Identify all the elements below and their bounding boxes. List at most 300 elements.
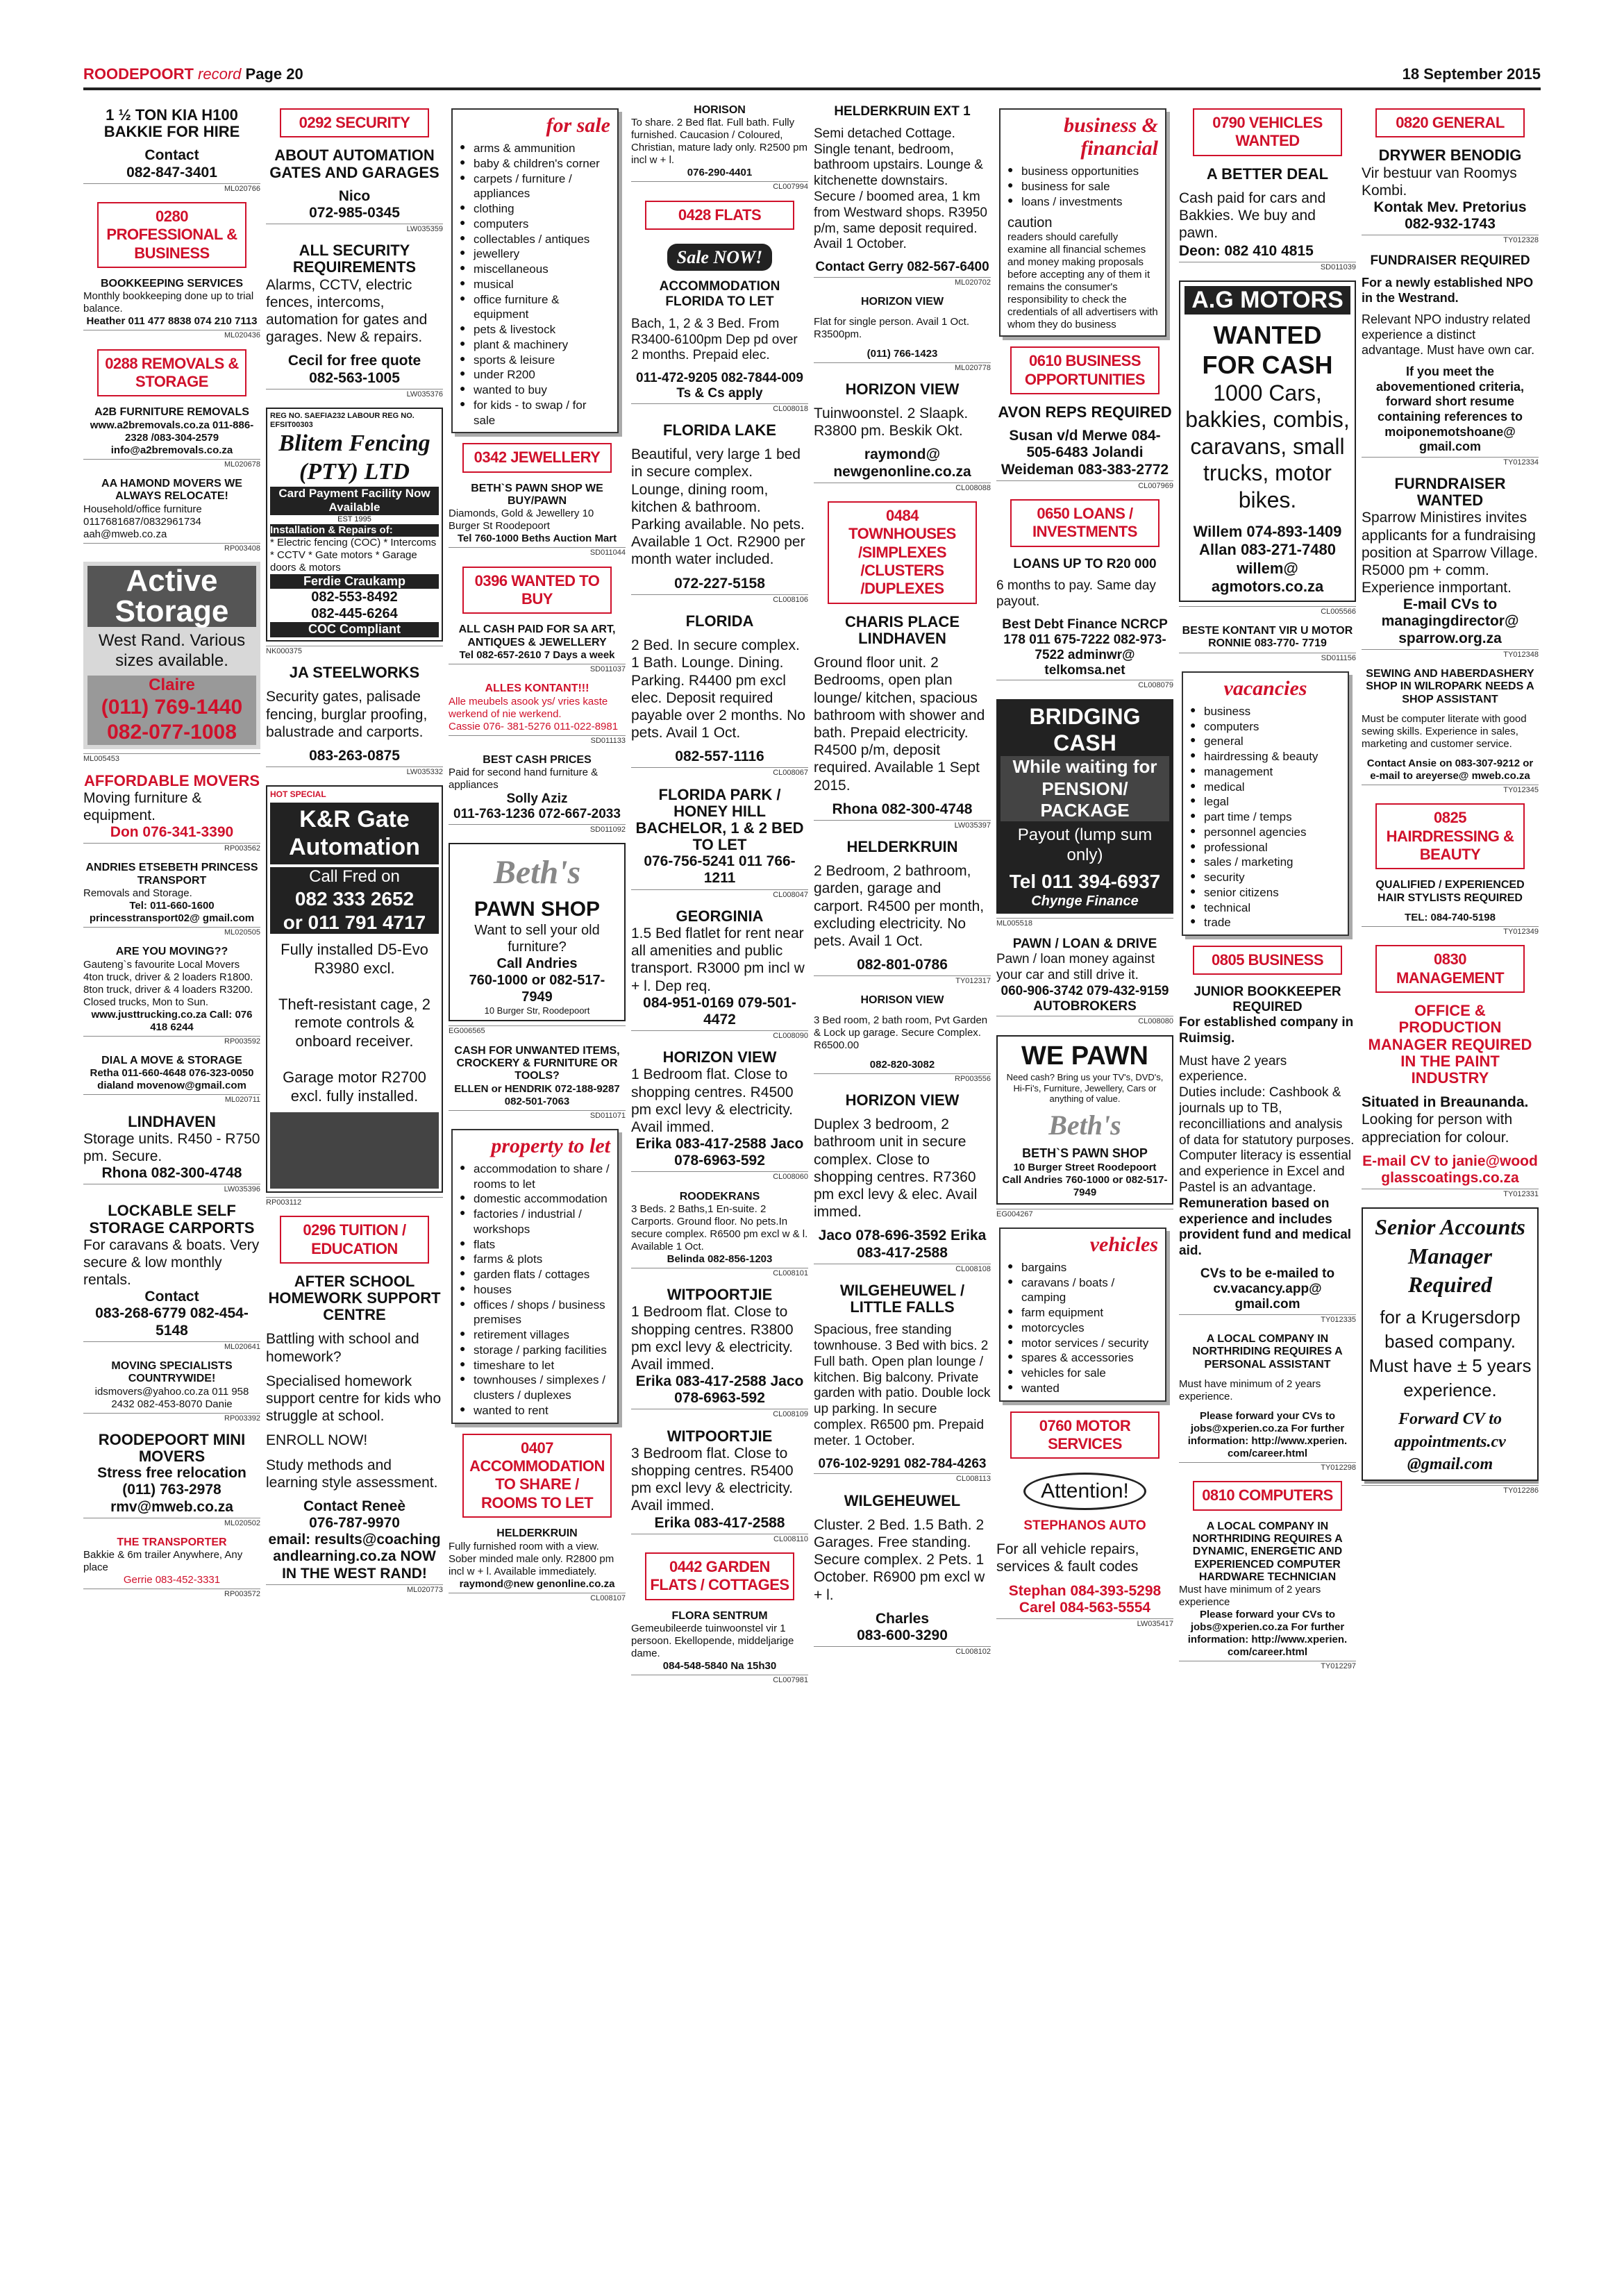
ad-title: HORISON VIEW (860, 994, 944, 1007)
ad-ref: ML020678 (83, 459, 260, 469)
ad-contact: raymond@ newgenonline.co.za (833, 446, 971, 480)
column-7 (1179, 104, 1356, 2249)
ad-title: JA STEELWORKS (289, 664, 420, 682)
vehicles-list (1007, 1260, 1158, 1396)
ad-title: BRIDGING CASH (1029, 703, 1141, 755)
page-header (83, 61, 1541, 90)
category-list-item: ● trade (1190, 915, 1341, 930)
vacancies-category-box (1182, 671, 1349, 936)
ad-text: To share. 2 Bed flat. Full bath. Fully furnished. Caucasion / Coloured, Christian, mature lady only. R2500 pm incl w + l. (631, 117, 808, 167)
ad-ref: EG006565 (449, 1025, 626, 1036)
ad-text: Semi detached Cottage. Single tenant, bedroom, bathroom upstairs. Lounge & kitchenette downstairs. Secure / boomed area, 1 km from Westward shops. R3950 p/m, same deposit required. Avail 1 October. (814, 126, 987, 252)
ad-ref: TY012345 (1362, 785, 1539, 795)
ad-title: AFFORDABLE MOVERS (84, 771, 260, 789)
ad-text: * Electric fencing (COC) * Intercoms * CCTV * Gate motors * Garage doors & motors (270, 536, 437, 573)
ad-text: Must be computer literate with good sewing skills. Experience in sales, marketing and customer service. (1362, 713, 1527, 751)
ad-text: Alarms, CCTV, electric fences, intercoms, automation for gates and garages. New & repairs. (266, 276, 428, 346)
ad-text: West Rand. Various sizes available. (98, 630, 246, 670)
ad-ref: CL008080 (996, 1016, 1173, 1026)
ad-phone: Deon: 082 410 4815 (1179, 242, 1314, 259)
ad-text: 10 Burger Str, Roodepoort (484, 1005, 590, 1016)
category-list-item: ● business (1190, 704, 1341, 719)
ad-contact: idsmovers@yahoo.co.za 011 958 2432 082-453-8070 Danie (94, 1385, 249, 1410)
category-list-item: ● management (1190, 764, 1341, 780)
we-pawn-ad (996, 1035, 1173, 1205)
ad-text: Storage units. R450 - R750 pm. Secure. (83, 1130, 260, 1164)
category-0610: 0610 BUSINESS OPPORTUNITIES (1010, 346, 1160, 394)
ad-text: Remuneration based on experience and includes provident fund and medical aid. (1179, 1196, 1352, 1259)
ad-phone: 082-077-1008 (87, 720, 256, 745)
ad-text: Moving furniture & equipment. (83, 789, 202, 823)
ad-contact: Please forward your CVs to jobs@xperien.co.za For further information: http://www.xperien. com/career.html (1187, 1609, 1348, 1659)
ad-phone: 072-985-0345 (309, 204, 400, 221)
column-3 (449, 104, 626, 2249)
ad-text: Situated in Breaunanda. (1362, 1094, 1529, 1111)
ad-phone: Jaco 078-696-3592 Erika 083-417-2588 (818, 1227, 987, 1261)
ag-motors-ad (1179, 280, 1356, 602)
ad-text: 6 months to pay. Same day payout. (996, 578, 1156, 610)
category-list-item: ● flats (460, 1237, 610, 1252)
ad-ref: RP003392 (83, 1413, 260, 1423)
ad-text: Duplex 3 bedroom, 2 bathroom unit in secure complex. Close to shopping centres. R7360 pm excl levy & elec. Avail immed. (814, 1116, 978, 1221)
ad-text: REG NO. SAEFIA232 LABOUR REG NO. EFSIT00303 (270, 411, 415, 430)
category-list-item: ● retirement villages (460, 1327, 610, 1343)
ad-phone: 084-951-0169 079-501-4472 (643, 994, 796, 1028)
page-label (83, 65, 303, 83)
ad-text: 2 Bedroom, 2 bathroom, garden, garage and carport. R4500 per month, excluding electricity. No pets. Avail 1 Oct. (814, 863, 985, 949)
category-list-item: ● jewellery (460, 246, 610, 262)
ad-text: Need cash? Bring us your TV's, DVD's, Hi-Fi's, Furniture, Jewellery, Cars or anything of value. (1006, 1072, 1164, 1105)
ad-ref: RP003572 (83, 1589, 260, 1599)
ad-title: HORIZON VIEW (845, 380, 960, 398)
ad-text: 3 Bed room, 2 bath room, Pvt Garden & Lock up garage. Secure Complex. R6500.00 (814, 1014, 988, 1051)
ad-text: Looking for person with appreciation for colour. (1362, 1112, 1513, 1146)
ad-contact: Contact Gerry 082-567-6400 (815, 260, 989, 275)
ad-ref: TY012297 (1179, 1661, 1356, 1671)
ad-ref: TY012349 (1362, 926, 1539, 937)
ad-title: HELDERKRUIN (496, 1527, 578, 1540)
blitem-fencing-ad (266, 408, 443, 642)
ad-text: WANTED FOR CASH (1202, 320, 1333, 379)
kr-gate-automation-ad (266, 785, 443, 1193)
ad-ref: CL008113 (814, 1473, 991, 1484)
ad-logo-text: Beth's (493, 854, 581, 891)
ad-ref: ML005453 (83, 753, 260, 764)
ad-contact: email: results@coaching andlearning.co.za NOW IN THE WEST RAND! (268, 1532, 441, 1582)
ad-ref: CL008106 (631, 594, 808, 605)
category-list-item: ● pets & livestock (460, 322, 610, 337)
business-financial-category-box (999, 108, 1166, 337)
ad-contact: Nico (338, 187, 371, 204)
category-list-item: ● legal (1190, 794, 1341, 810)
ad-contact: Best Debt Finance NCRCP 178 011 675-7222 082-973-7522 adminwr@ telkomsa.net (1002, 617, 1168, 678)
ad-text: Monthly bookkeeping done up to trial balance. (83, 290, 254, 315)
ad-title: CHARIS PLACE LINDHAVEN (844, 612, 960, 647)
ad-title: vehicles (1089, 1232, 1158, 1256)
category-list-item: ● factories / industrial / workshops (460, 1207, 610, 1237)
category-list-item: ● motorcycles (1007, 1321, 1158, 1336)
category-list-item: ● townhouses / simplexes / clusters / duplexes (460, 1373, 610, 1403)
category-0825: 0825 HAIRDRESSING & BEAUTY (1375, 803, 1525, 869)
category-list-item: ● sales / marketing (1190, 855, 1341, 870)
ad-contact: Forward CV to appointments.cv @gmail.com (1394, 1410, 1506, 1474)
ad-text: Gemeubileerde tuinwoonstel vir 1 persoon. Ekellopende, middeljarige dame. (631, 1623, 794, 1660)
issue-date: 18 September 2015 (1402, 65, 1541, 83)
ad-ref: TY012298 (1179, 1462, 1356, 1473)
ad-phone: 082-445-6264 (311, 606, 398, 622)
ad-phone: Don 076-341-3390 (110, 824, 234, 841)
ad-text: Cash paid for cars and Bakkies. We buy and pawn. (1179, 190, 1326, 242)
category-list-item: ● spares & accessories (1007, 1350, 1158, 1366)
ad-contact: Cassie 076- 381-5276 011-022-8981 (449, 720, 619, 732)
sale-now-badge (631, 240, 808, 275)
category-list-item: ● farms & plots (460, 1252, 610, 1267)
ad-ref: TY012331 (1362, 1189, 1539, 1199)
ad-title: DRYWER BENODIG (1378, 146, 1522, 165)
category-list-item: ● computers (460, 217, 610, 232)
ad-contact: Call Andries (496, 955, 578, 971)
ad-ref: CL008101 (631, 1268, 808, 1278)
ad-text: 1.5 Bed flatlet for rent near all amenities and public transport. R3000 pm incl w + l. Dep req. (631, 925, 805, 994)
ad-title: LOCKABLE SELF STORAGE CARPORTS (89, 1202, 255, 1237)
ad-title: property to let (491, 1134, 610, 1157)
ad-phone: 083-268-6779 082-454-5148 (95, 1305, 249, 1339)
ad-phone: (011) 769-1440 (87, 695, 256, 720)
category-list-item: ● farm equipment (1007, 1305, 1158, 1321)
attention-badge (996, 1468, 1173, 1514)
vehicles-category-box (999, 1227, 1166, 1402)
ad-contact: Contact Reneè (303, 1498, 406, 1514)
category-list-item: ● musical (460, 277, 610, 292)
category-list-item: ● carpets / furniture / appliances (460, 171, 610, 202)
ad-ref: ML020641 (83, 1341, 260, 1352)
column-4 (631, 104, 808, 2249)
ad-phone: or 011 791 4717 (270, 911, 439, 935)
category-list-item: ● office furniture & equipment (460, 292, 610, 323)
ad-text: For a newly established NPO in the Westrand. (1362, 276, 1534, 305)
ad-title: ROODEKRANS (679, 1190, 760, 1203)
category-list-item: ● senior citizens (1190, 885, 1341, 900)
category-list-item: ● hairdressing & beauty (1190, 749, 1341, 764)
category-list-item: ● business for sale (1007, 179, 1158, 194)
ad-ref: LW035359 (266, 224, 443, 234)
ad-ref: SD011039 (1179, 262, 1356, 272)
ad-title: QUALIFIED / EXPERIENCED HAIR STYLISTS REQUIRED (1375, 879, 1525, 904)
ad-phone: Erika 083-417-2588 (654, 1514, 785, 1531)
ad-ref: SD011044 (449, 547, 626, 558)
ad-contact: E-mail CVs to managingdirector@ sparrow.org.za (1381, 596, 1519, 646)
ad-text: Sparrow Ministires invites applicants for a fundraising position at Sparrow Village. R5000 pm + comm. Experience inmportant. (1362, 510, 1539, 596)
ad-ref: CL008109 (631, 1409, 808, 1419)
category-list-item: ● caravans / boats / camping (1007, 1275, 1158, 1306)
ad-phone: Rhona 082-300-4748 (832, 801, 973, 817)
ad-text: Ground floor unit. 2 Bedrooms, open plan lounge/ kitchen, spacious bathroom with shower and bath. Prepaid electricity. R4500 p/m, deposit required. Available 1 Sept 2015. (814, 655, 985, 794)
business-financial-list (1007, 164, 1158, 209)
ad-contact: AUTOBROKERS (1033, 998, 1137, 1014)
ad-phone: Erika 083-417-2588 Jaco 078-6963-592 (635, 1373, 804, 1407)
ad-title: HELDERKRUIN (846, 838, 958, 856)
category-0396: 0396 WANTED TO BUY (462, 567, 612, 614)
ad-title: AFTER SCHOOL HOMEWORK SUPPORT CENTRE (268, 1272, 441, 1324)
ad-phone: TEL: 084-740-5198 (1405, 912, 1496, 924)
ad-text: Contact (144, 1289, 199, 1305)
category-list-item: ● bargains (1007, 1260, 1158, 1275)
ad-badge: Attention! (1023, 1473, 1146, 1510)
column-5 (814, 104, 991, 2249)
ad-title: WITPOORTJIE (667, 1427, 773, 1445)
ad-text: EST 1995 (337, 514, 371, 523)
ad-ref: CL008018 (631, 403, 808, 414)
ad-contact: Belinda 082-856-1203 (667, 1253, 773, 1265)
ad-title: FLORA SENTRUM (671, 1609, 768, 1622)
ad-contact: ELLEN or HENDRIK 072-188-9287 082-501-7063 (454, 1082, 620, 1107)
category-list-item: ● timeshare to let (460, 1358, 610, 1373)
ad-contact: Retha 011-660-4648 076-323-0050 dialand movenow@gmail.com (90, 1067, 254, 1092)
ad-text: Fully furnished room with a view. Sober minded male only. R2800 pm incl w + l. Available immediately. (449, 1540, 614, 1577)
ad-text: Contact (144, 147, 199, 164)
ad-text: For established company in Ruimsig. (1179, 1015, 1354, 1046)
category-list-item: ● accommodation to share / rooms to let (460, 1162, 610, 1192)
ad-phone: Tel 011 394-6937 (1009, 870, 1161, 892)
ad-title: A LOCAL COMPANY IN NORTHRIDING REQUIRES A DYNAMIC, ENERGETIC AND EXPERIENCED COMPUTER HARDWARE TECHNICIAN (1192, 1520, 1343, 1584)
ad-contact: www.a2bremovals.co.za 011-886-2328 /083-304-2579 info@a2bremovals.co.za (90, 419, 254, 456)
ad-text: Beautiful, very large 1 bed in secure complex. Lounge, dining room, kitchen & bathroom. Parking available. No pets. Available 1 Oct. R2900 per month water included. (631, 446, 805, 568)
ad-title: Active Storage (87, 566, 256, 627)
ad-ref: CL007981 (631, 1675, 808, 1685)
ad-contact: CVs to be e-mailed to cv.vacancy.app@ gmail.com (1200, 1266, 1335, 1312)
ad-contact: Contact Ansie on 083-307-9212 or e-mail to areyerse@ mweb.co.za (1366, 757, 1534, 782)
ad-phone: 076-290-4401 (687, 167, 753, 179)
ad-title: A.G MOTORS (1184, 286, 1350, 315)
ad-text: Payout (lump sum only) (1017, 825, 1153, 864)
ad-ref: ML020505 (83, 927, 260, 937)
ad-logo-text: Blitem Fencing (PTY) LTD (278, 430, 430, 485)
ad-text: While waiting for PENSION/ PACKAGE (1001, 756, 1169, 821)
ad-text: Specialised homework support centre for kids who struggle at school. (266, 1373, 442, 1425)
for-sale-list (460, 141, 610, 428)
ad-phone: 082-563-1005 (309, 369, 400, 386)
ad-phone: 076-756-5241 011 766-1211 (644, 853, 796, 887)
category-list-item: ● wanted (1007, 1381, 1158, 1396)
ad-title: PAWN SHOP (474, 897, 601, 921)
ad-phone: (011) 766-1423 (867, 347, 938, 360)
ad-logo-text: K&R Gate Automation (270, 803, 439, 865)
ad-title: ALL CASH PAID FOR SA ART, ANTIQUES & JEWELLERY (458, 623, 616, 648)
ad-ref: TY012348 (1362, 649, 1539, 660)
ad-logo-text: Beth's (1048, 1109, 1121, 1141)
ad-ref: TY012334 (1362, 457, 1539, 467)
category-0830: 0830 MANAGEMENT (1375, 945, 1525, 993)
property-to-let-category-box (451, 1129, 619, 1424)
ad-title: THE TRANSPORTER (117, 1536, 227, 1548)
ad-ref: ML020773 (266, 1584, 443, 1595)
category-list-item: ● under R200 (460, 367, 610, 383)
ad-contact: Willem 074-893-1409 Allan 083-271-7480 willem@ agmotors.co.za (1193, 523, 1342, 596)
category-list-item: ● miscellaneous (460, 262, 610, 277)
ad-text: Fully installed D5-Evo R3980 excl. (281, 941, 428, 977)
ad-text: Vir bestuur van Roomys Kombi. (1362, 165, 1517, 199)
beths-pawn-shop-ad (449, 843, 626, 1021)
category-0280: 0280 PROFESSIONAL & BUSINESS (97, 202, 246, 268)
ad-text: 3 Beds. 2 Baths,1 En-suite. 2 Carports. Ground floor. No pets.In secure complex. R6500 pm excl w & l. Available 1 Oct. (631, 1203, 808, 1252)
ad-text: 1 Bedroom flat. Close to shopping centres. R3800 pm excl levy & electricity. Avail immed. (631, 1304, 794, 1373)
ad-text: Household/office furniture 0117681687/0832961734 aah@mweb.co.za (83, 503, 202, 540)
ad-phone: 082-553-8492 (311, 589, 398, 605)
category-list-item: ● computers (1190, 719, 1341, 735)
ad-title: HORISON (694, 104, 746, 116)
category-list-item: ● sports & leisure (460, 353, 610, 368)
ad-text: Flat for single person. Avail 1 Oct. R3500pm. (814, 315, 969, 340)
ad-title: ROODEPOORT MINI MOVERS (98, 1430, 246, 1466)
ad-text: for a Krugersdorp based company. Must have ± 5 years experience. (1368, 1306, 1532, 1401)
ad-text: 1000 Cars, bakkies, combis, caravans, small trucks, motor bikes. (1185, 380, 1350, 512)
ad-ref: SD011037 (449, 664, 626, 674)
ad-ref: CL008047 (631, 889, 808, 900)
ad-title: WILGEHEUWEL / LITTLE FALLS (839, 1281, 965, 1316)
ad-title: FLORIDA (685, 612, 754, 630)
ad-ref: RP003592 (83, 1036, 260, 1046)
category-0428: 0428 FLATS (645, 201, 794, 230)
category-0810: 0810 COMPUTERS (1193, 1481, 1342, 1510)
category-0790: 0790 VEHICLES WANTED (1193, 108, 1342, 156)
category-0484: 0484 TOWNHOUSES /SIMPLEXES /CLUSTERS /DUPLEXES (828, 501, 977, 604)
ad-ref: ML020766 (83, 183, 260, 194)
category-list-item: ● clothing (460, 201, 610, 217)
category-list-item: ● collectables / antiques (460, 232, 610, 247)
ad-text: Want to sell your old furniture? (474, 922, 600, 955)
ad-contact: Claire (87, 676, 256, 696)
ad-text: Cluster. 2 Bed. 1.5 Bath. 2 Garages. Free standing. Secure complex. 2 Pets. 1 October. R6900 pm excl w + l. (814, 1516, 985, 1603)
ad-ref: CL007994 (631, 181, 808, 192)
ad-phone: 082-801-0786 (857, 957, 948, 973)
ad-contact: Ferdie Craukamp (270, 574, 439, 589)
ad-ref: LW035417 (996, 1618, 1173, 1629)
page-number: Page 20 (245, 65, 303, 83)
ad-title: HORIZON VIEW (662, 1048, 777, 1066)
ad-title: WILGEHEUWEL (844, 1491, 961, 1509)
ad-text: Cecil for free quote (287, 353, 421, 369)
ad-title: HORIZON VIEW (845, 1091, 960, 1109)
ad-contact: Heather 011 477 8838 074 210 7113 (86, 315, 258, 328)
property-list (460, 1162, 610, 1418)
ad-ref: LW035396 (83, 1184, 260, 1194)
senior-accounts-manager-ad (1362, 1207, 1539, 1481)
ad-ref: RP003112 (266, 1197, 443, 1207)
ad-contact: raymond@new genonline.co.za (459, 1577, 615, 1590)
ad-phone: Gerrie 083-452-3331 (123, 1574, 221, 1586)
ad-ref: SD011092 (449, 824, 626, 835)
ad-contact: Chynge Finance (1031, 894, 1139, 910)
ad-contact: BETH`S PAWN SHOP (1022, 1146, 1148, 1161)
ad-title: HELDERKRUIN EXT 1 (834, 104, 971, 119)
ad-text: Diamonds, Gold & Jewellery 10 Burger St Roodepoort (449, 508, 594, 533)
category-0760: 0760 MOTOR SERVICES (1010, 1411, 1160, 1459)
ad-text: 2 Bed. In secure complex. 1 Bath. Lounge. Dining. Parking. R4400 pm excl elec. Deposit required payable over 2 months. No pets. Avail 1 Oct. (631, 637, 805, 741)
ad-phone: 082-847-3401 (126, 164, 217, 181)
ad-ref: CL008067 (631, 767, 808, 778)
ad-ref: SD011133 (449, 735, 626, 746)
gate-motor-photo (270, 1112, 439, 1189)
ad-phone: 076-787-9970 (309, 1515, 400, 1532)
ad-text: Security gates, palisade fencing, burglar proofing, balustrade and carports. (266, 689, 428, 740)
category-0296: 0296 TUITION / EDUCATION (280, 1216, 429, 1264)
ad-ref: ML020502 (83, 1518, 260, 1528)
ad-text: For all vehicle repairs, services & fault codes (996, 1541, 1139, 1575)
ad-ref: ML020702 (814, 277, 991, 287)
classifieds-columns (83, 104, 1541, 2249)
ad-badge: Sale NOW! (667, 244, 773, 271)
ad-phone: Rhona 082-300-4748 (101, 1165, 242, 1182)
ad-title: ACCOMMODATION FLORIDA TO LET (659, 279, 780, 309)
ad-phone: 082-820-3082 (869, 1058, 935, 1071)
ad-title: HORIZON VIEW (860, 296, 944, 308)
ad-text: Must have minimum of 2 years experience (1179, 1584, 1321, 1609)
bridging-cash-ad (996, 699, 1173, 914)
vacancies-list (1190, 704, 1341, 930)
ad-phone: 082 333 2652 (270, 887, 439, 911)
category-list-item: ● medical (1190, 780, 1341, 795)
ad-contact: Susan v/d Merwe 084-505-6483 Jolandi Weideman 083-383-2772 (1001, 428, 1169, 478)
ad-ref: TY012335 (1179, 1314, 1356, 1325)
ad-ref: ML020711 (83, 1094, 260, 1105)
ad-text: Must have 2 years experience. (1179, 1053, 1287, 1084)
ad-ref: RP003408 (83, 543, 260, 553)
ad-ref: CL008079 (996, 680, 1173, 690)
ad-ref: CL008107 (449, 1593, 626, 1603)
ad-ref: SD011071 (449, 1110, 626, 1121)
category-list-item: ● domestic accommodation (460, 1191, 610, 1207)
ad-ref: RP003556 (814, 1073, 991, 1084)
ad-contact: Tel 760-1000 Beths Auction Mart (457, 533, 617, 545)
active-storage-ad (83, 562, 260, 749)
ad-contact: Kontak Mev. Pretorius 082-932-1743 (1373, 199, 1527, 233)
ad-contact: Stress free relocation (011) 763-2978 rmv@mweb.co.za (97, 1465, 246, 1515)
ad-title: FLORIDA PARK / HONEY HILL BACHELOR, 1 & 2 BED TO LET (635, 785, 804, 854)
ad-contact: Please forward your CVs to jobs@xperien.co.za For further information: http://www.xperien. com/career.html (1187, 1409, 1348, 1459)
category-list-item: ● baby & children's corner (460, 156, 610, 171)
ad-title: 1 ½ TON KIA H100 BAKKIE FOR HIRE (103, 106, 240, 141)
ad-title: CASH FOR UNWANTED ITEMS, CROCKERY & FURNITURE OR TOOLS? (454, 1044, 620, 1082)
ad-ref: CL008090 (631, 1030, 808, 1041)
ad-phone: 072-227-5158 (674, 575, 765, 592)
category-list-item: ● wanted to rent (460, 1403, 610, 1418)
ad-title: BOOKKEEPING SERVICES (100, 278, 244, 290)
ad-text: Study methods and learning style assessment. (266, 1457, 438, 1491)
ad-title: A LOCAL COMPANY IN NORTHRIDING REQUIRES A PERSONAL ASSISTANT (1192, 1332, 1343, 1371)
ad-text: Installation & Repairs of: (270, 524, 439, 537)
category-0292: 0292 SECURITY (280, 108, 429, 137)
ad-ref: CL008088 (814, 483, 991, 493)
ad-ref: LW035376 (266, 389, 443, 399)
ad-title: FUNDRAISER REQUIRED (1370, 253, 1530, 269)
ad-text: Pawn / loan money against your car and still drive it. (996, 952, 1155, 982)
ad-text: Alle meubels asook ys/ vries kaste werkend of nie werkend. (449, 695, 608, 720)
ad-phone: 011-763-1236 072-667-2033 (453, 807, 621, 822)
ad-title: MOVING SPECIALISTS COUNTRYWIDE! (111, 1359, 233, 1385)
ad-contact: Tel 082-657-2610 7 Days a week (459, 649, 615, 662)
ad-title: A2B FURNITURE REMOVALS (94, 406, 249, 419)
category-list-item: ● offices / shops / business premises (460, 1298, 610, 1328)
ad-title: for sale (546, 114, 610, 137)
ad-title: LINDHAVEN (128, 1112, 216, 1130)
ad-text: Call Fred on (270, 867, 439, 887)
category-0805: 0805 BUSINESS (1193, 946, 1342, 975)
category-list-item: ● loans / investments (1007, 194, 1158, 210)
ad-title: vacancies (1223, 676, 1307, 700)
ad-text: Paid for second hand furniture & appliances (449, 766, 598, 791)
ad-ref: CL005566 (1179, 606, 1356, 617)
ad-phone: Call Andries 760-1000 or 082-517-7949 (1002, 1173, 1168, 1198)
